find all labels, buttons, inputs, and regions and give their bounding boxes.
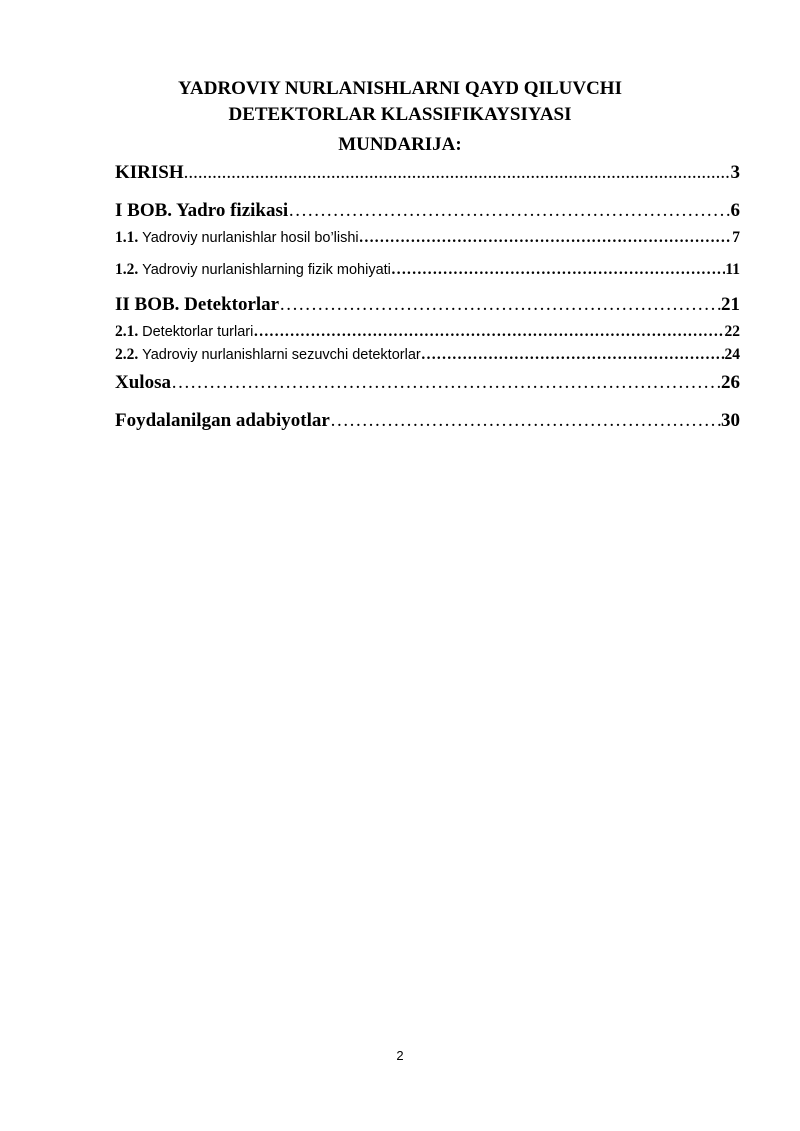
toc-entry-label: Yadroviy nurlanishlarni sezuvchi detektorlar bbox=[142, 347, 421, 363]
toc-entry-chapter-2[interactable] bbox=[115, 294, 740, 316]
toc-leader-dots bbox=[391, 261, 725, 279]
toc-page-number: 6 bbox=[730, 200, 740, 221]
page-number-footer: 2 bbox=[396, 1048, 404, 1063]
toc-section-number: 2.1. bbox=[115, 323, 139, 340]
document-title-line-1: YADROVIY NURLANISHLARNI QAYD QILUVCHI bbox=[178, 78, 622, 99]
toc-entry-section-2-1[interactable] bbox=[115, 323, 740, 341]
toc-page-number: 26 bbox=[721, 372, 740, 393]
toc-entry-kirish[interactable] bbox=[115, 162, 740, 184]
toc-entry-label: Foydalanilgan adabiyotlar bbox=[115, 410, 330, 431]
toc-entry-section-1-1[interactable] bbox=[115, 229, 740, 247]
toc-leader-dots bbox=[421, 346, 725, 364]
toc-leader-dots bbox=[288, 200, 730, 222]
toc-entry-label: KIRISH bbox=[115, 162, 184, 183]
toc-page-number: 22 bbox=[724, 323, 740, 340]
toc-entry-section-1-2[interactable] bbox=[115, 261, 740, 279]
toc-leader-dots bbox=[253, 323, 724, 341]
toc-leader-dots bbox=[330, 410, 721, 432]
toc-page-number: 24 bbox=[724, 346, 740, 363]
toc-leader-dots bbox=[184, 162, 731, 184]
toc-page-number: 11 bbox=[725, 261, 740, 278]
toc-leader-dots bbox=[359, 229, 733, 247]
contents-heading: MUNDARIJA: bbox=[338, 134, 462, 155]
toc-section-number: 1.2. bbox=[115, 261, 139, 278]
toc-entry-references[interactable] bbox=[115, 410, 740, 432]
toc-leader-dots bbox=[279, 294, 721, 316]
toc-entry-xulosa[interactable] bbox=[115, 372, 740, 394]
toc-entry-label: I BOB. Yadro fizikasi bbox=[115, 200, 289, 221]
toc-page-number: 3 bbox=[730, 162, 740, 183]
toc-entry-chapter-1[interactable] bbox=[115, 200, 740, 222]
document-title-line-2: DETEKTORLAR KLASSIFIKAYSIYASI bbox=[228, 104, 572, 125]
toc-section-number: 1.1. bbox=[115, 229, 139, 246]
toc-entry-label: Yadroviy nurlanishlarning fizik mohiyati bbox=[142, 262, 391, 278]
toc-entry-section-2-2[interactable] bbox=[115, 346, 740, 364]
toc-page-number: 30 bbox=[721, 410, 740, 431]
toc-leader-dots bbox=[171, 372, 721, 394]
toc-page-number: 21 bbox=[721, 294, 740, 315]
toc-section-number: 2.2. bbox=[115, 346, 139, 363]
toc-entry-label: II BOB. Detektorlar bbox=[115, 294, 280, 315]
toc-entry-label: Xulosa bbox=[115, 372, 171, 393]
toc-page-number: 7 bbox=[732, 229, 740, 246]
toc-entry-label: Yadroviy nurlanishlar hosil bo’lishi bbox=[142, 230, 359, 246]
toc-entry-label: Detektorlar turlari bbox=[142, 324, 254, 340]
